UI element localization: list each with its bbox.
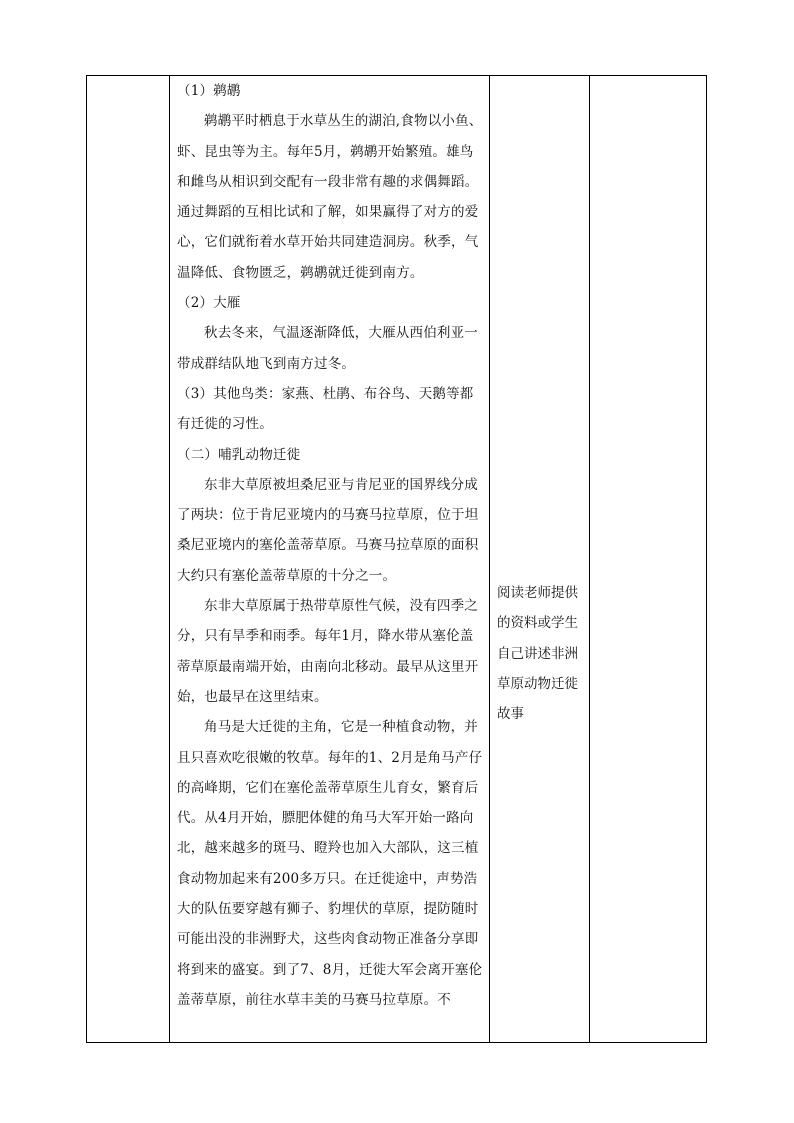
teaching-content-cell	[177, 76, 483, 1015]
paragraph-climate: 东非大草原属于热带草原性气候，没有四季之分，只有旱季和雨季。每年1月，降水带从塞伦盖蒂草原最南端开始，由南向北移动。最早从这里开始，也最早在这里结束。	[177, 598, 479, 705]
column-divider-1	[169, 76, 170, 1042]
lesson-plan-table	[86, 75, 707, 1043]
heading-mammal-migration: （二）哺乳动物迁徙	[177, 446, 301, 463]
paragraph-wild-goose: 秋去冬来，气温逐渐降低，大雁从西伯利亚一带成群结队地飞到南方过冬。	[177, 325, 478, 372]
column-divider-2	[489, 76, 490, 1042]
student-activity-cell: 阅读老师提供的资料或学生自己讲述非洲草原动物迁徙故事	[497, 585, 578, 723]
paragraph-pelican: 鹈鹕平时栖息于水草丛生的湖泊,食物以小鱼、虾、昆虫等为主。每年5月，鹈鹕开始繁殖。雄鸟和雌鸟从相识到交配有一段非常有趣的求偶舞蹈。通过舞蹈的互相比试和了解，如果赢得了对方的爱心，它们就衔着水草开始共同建造洞房。秋季，气温降低、食物匮乏，鹈鹕就迁徙到南方。	[177, 113, 483, 281]
heading-wild-goose: （2）大雁	[177, 295, 241, 312]
column-divider-3	[589, 76, 590, 1042]
heading-other-birds: （3）其他鸟类：家燕、杜鹃、布谷鸟、天鹅等都有迁徙的习性。	[177, 385, 474, 433]
paragraph-wildebeest: 角马是大迁徙的主角，它是一种植食动物，并且只喜欢吃很嫩的牧草。每年的1、2月是角马产仔的高峰期，它们在塞伦盖蒂草原生儿育女，繁育后代。从4月开始，膘肥体健的角马大军开始一路向北，越来越多的斑马、瞪羚也加入大部队，这三植食动物加起来有200多万只。在迁徙途中，声势浩大的队伍要穿越有狮子、豹埋伏的草原，提防随时可能出没的非洲野犬，这些肉食动物正准备分享即将到来的盛宴。到了7、8月，迁徙大军会离开塞伦盖蒂草原，前往水草丰美的马赛马拉草原。不	[177, 719, 483, 1008]
paragraph-east-africa: 东非大草原被坦桑尼亚与肯尼亚的国界线分成了两块：位于肯尼亚境内的马赛马拉草原，位于坦桑尼亚境内的塞伦盖蒂草原。马赛马拉草原的面积大约只有塞伦盖蒂草原的十分之一。	[177, 476, 479, 584]
heading-pelican: （1）鹈鹕	[177, 83, 241, 99]
